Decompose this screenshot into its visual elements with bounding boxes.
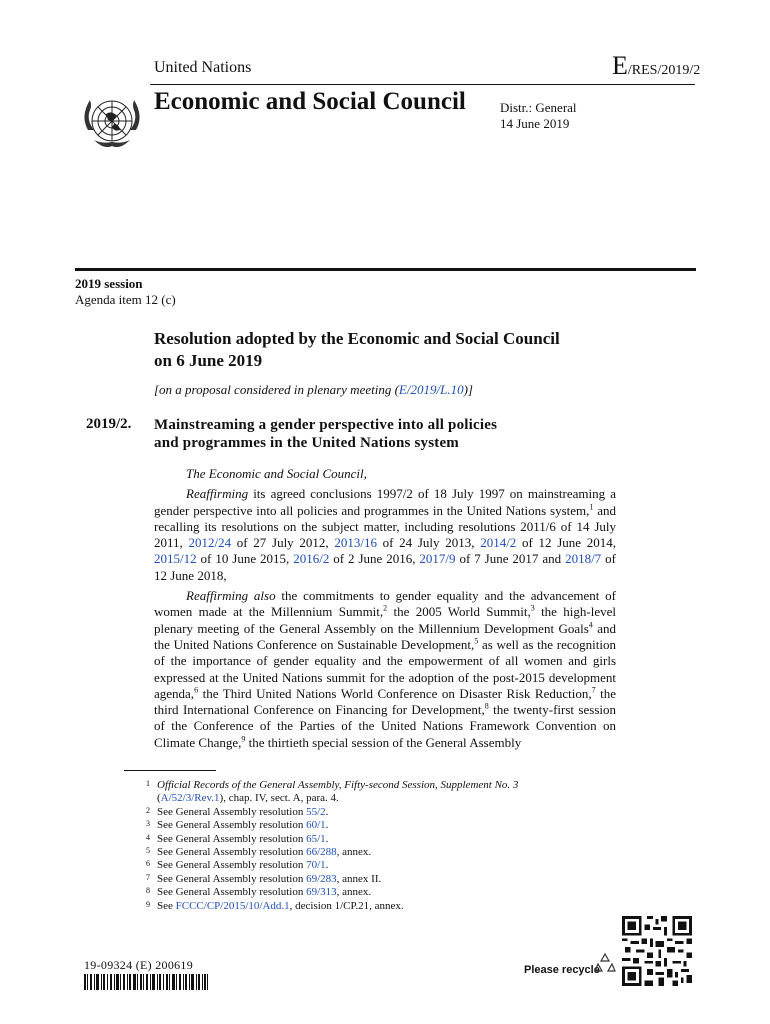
resolution-number: 2019/2. — [86, 416, 132, 432]
proposal-link[interactable]: E/2019/L.10 — [398, 382, 464, 397]
footnote-citation: Official Records of the General Assembly, Fifty-second Session, Supplement No. 3 — [157, 779, 519, 791]
resolution-link[interactable]: 2013/16 — [334, 535, 377, 551]
resolution-link[interactable]: 2015/12 — [154, 551, 197, 567]
barcode-icon — [84, 974, 208, 990]
text: of 12 June 2018, — [154, 551, 616, 583]
footnote-number: 1 — [146, 779, 150, 788]
footnote-number: 4 — [146, 832, 150, 842]
resolution-title-line: on 6 June 2019 — [154, 351, 263, 370]
resolution-link[interactable]: 2016/2 — [293, 551, 330, 567]
footnote-ref[interactable]: 1 — [589, 502, 594, 512]
text: the high-level plenary meeting of the General Assembly on the Millennium Development Goals — [154, 604, 616, 636]
un-emblem-icon — [78, 90, 146, 154]
session-label: 2019 session — [75, 276, 143, 291]
footnote-number: 6 — [146, 859, 150, 869]
footnote-number: 5 — [146, 846, 150, 856]
council-title: Economic and Social Council — [154, 88, 466, 115]
footnote-text: , annex II. — [336, 872, 382, 885]
footnote: 1 Official Records of the General Assembly, Fifty-second Session, Supplement No. 3 (A/52/3/Rev.1), chap. IV, sect. A, para. 4. — [146, 779, 519, 805]
text: of 24 July 2013, — [376, 535, 481, 551]
footnote-text: ), chap. IV, sect. A, para. 4. — [219, 792, 339, 805]
footnote-text: , annex. — [336, 846, 372, 859]
qr-code-icon — [622, 916, 692, 986]
footnote-number: 2 — [146, 805, 150, 815]
footnote-number: 7 — [146, 872, 150, 882]
header-rule — [150, 84, 695, 85]
symbol-rest: /RES/2019/2 — [627, 63, 701, 78]
text: the 2005 World Summit, — [387, 604, 531, 620]
footnote-text: , decision 1/CP.21, annex. — [289, 899, 404, 912]
footnote-text: See General Assembly resolution — [157, 819, 307, 832]
footnote — [146, 900, 586, 913]
resolution-heading — [154, 416, 614, 452]
text: the third International Conference on Financing for Development, — [154, 685, 616, 718]
text: the thirtieth special session of the General Assembly — [245, 734, 522, 750]
text: of 10 June 2015, — [196, 551, 294, 567]
paragraph-2 — [154, 588, 616, 751]
distribution-block — [500, 100, 577, 132]
footnote — [146, 859, 586, 872]
footnote-number: 3 — [146, 819, 150, 829]
footnote-link[interactable]: 70/1 — [306, 859, 326, 872]
footnote-ref[interactable]: 9 — [241, 734, 246, 744]
footnote-number: 8 — [146, 886, 150, 896]
text: the commitments to gender equality and the advancement of women made at the Millennium Summit, — [154, 588, 616, 620]
footnote-text: . — [325, 832, 329, 845]
text: of 12 June 2014, — [516, 535, 617, 551]
resolution-heading-line: Mainstreaming a gender perspective into all policies — [154, 417, 498, 433]
session-block — [75, 276, 176, 308]
issue-date: 14 June 2019 — [500, 116, 570, 131]
footnote — [146, 806, 586, 819]
footnote — [146, 846, 586, 859]
footnote-ref[interactable]: 6 — [194, 685, 199, 695]
footnote-link[interactable]: 60/1 — [306, 819, 326, 832]
distribution: Distr.: General — [500, 100, 577, 115]
text: and the United Nations Conference on Sustainable Development, — [154, 620, 617, 652]
recycle-note: Please recycle — [524, 964, 600, 976]
footnote-text: . — [325, 859, 329, 872]
recycle-icon — [594, 952, 616, 974]
proposal-text: [on a proposal considered in plenary meeting ( — [154, 382, 399, 397]
session-rule — [75, 268, 696, 271]
footnote-ref[interactable]: 7 — [591, 685, 596, 695]
footnote-text: , annex. — [336, 886, 372, 899]
footnote-text: . — [325, 805, 329, 818]
organization-name: United Nations — [154, 59, 252, 76]
paragraph-1 — [154, 486, 616, 584]
resolution-link[interactable]: 2018/7 — [565, 551, 602, 567]
text: of 27 July 2012, — [231, 535, 335, 551]
footnote-text: . — [325, 819, 329, 832]
symbol-letter: E — [612, 51, 628, 80]
footnote — [146, 819, 586, 832]
footnotes — [146, 779, 586, 913]
footnote-link[interactable]: FCCC/CP/2015/10/Add.1 — [175, 899, 290, 912]
text: of 7 June 2017 and — [455, 551, 566, 567]
footnote-ref[interactable]: 2 — [383, 604, 388, 614]
text: the twenty-first session of the Conference of the Parties of the United Nations Framework Convention on Climate Change, — [154, 702, 616, 750]
job-number: 19-09324 (E) 200619 — [84, 958, 194, 972]
footnote-text: See General Assembly resolution — [157, 859, 307, 872]
resolution-title-line: Resolution adopted by the Economic and Social Council — [154, 329, 560, 348]
footnote-ref[interactable]: 4 — [588, 620, 593, 630]
resolution-link[interactable]: 2014/2 — [480, 535, 517, 551]
resolution-title — [154, 328, 614, 372]
text: of 2 June 2016, — [329, 551, 420, 567]
footnote-ref[interactable]: 3 — [530, 604, 535, 614]
text: its agreed conclusions 1997/2 of 18 July 1997 on mainstreaming a gender perspective into all policies and programmes in the United Nations system, — [154, 486, 616, 518]
footnote-text: See General Assembly resolution — [157, 846, 307, 859]
paragraph-lead: Reaffirming — [186, 486, 249, 502]
footnote-link[interactable]: A/52/3/Rev.1 — [160, 792, 220, 805]
paragraph-lead: Reaffirming also — [186, 588, 276, 604]
footnote — [146, 886, 586, 899]
footnote — [146, 873, 586, 886]
footnote-link[interactable]: 65/1 — [306, 832, 326, 845]
footnote — [146, 833, 586, 846]
document-symbol — [612, 53, 700, 84]
agenda-item: Agenda item 12 (c) — [75, 292, 176, 307]
proposal-note — [154, 382, 473, 398]
footnote-ref[interactable]: 8 — [484, 701, 489, 711]
text: as well as the recognition of the importance of gender equality and the empowerment of all women and girls expressed at the United Nations summit for the adoption of the post-2015 development agenda, — [154, 636, 616, 701]
footnote-number: 9 — [146, 899, 150, 909]
footnote-text: See General Assembly resolution — [157, 886, 307, 899]
footnote-text: See — [157, 899, 176, 912]
proposal-text: )] — [463, 382, 473, 397]
resolution-heading-line: and programmes in the United Nations system — [154, 435, 459, 451]
body-text — [154, 466, 616, 751]
resolution-link[interactable]: 2017/9 — [419, 551, 456, 567]
preamble: The Economic and Social Council, — [186, 466, 367, 481]
footnote-rule — [124, 770, 216, 771]
footnote-ref[interactable]: 5 — [474, 636, 479, 646]
footnote-text: See General Assembly resolution — [157, 805, 307, 818]
footnote-text: See General Assembly resolution — [157, 832, 307, 845]
footnote-link[interactable]: 69/283 — [306, 872, 337, 885]
text: the Third United Nations World Conference on Disaster Risk Reduction, — [198, 685, 592, 701]
footnote-text: See General Assembly resolution — [157, 872, 307, 885]
footnote-link[interactable]: 69/313 — [306, 886, 337, 899]
resolution-link[interactable]: 2012/24 — [188, 535, 232, 551]
text: and recalling its resolutions on the subject matter, including resolutions 2011/6 of 14 July 2011, — [154, 502, 616, 551]
footnote-link[interactable]: 66/288 — [306, 846, 337, 859]
footnote-link[interactable]: 55/2 — [306, 805, 326, 818]
